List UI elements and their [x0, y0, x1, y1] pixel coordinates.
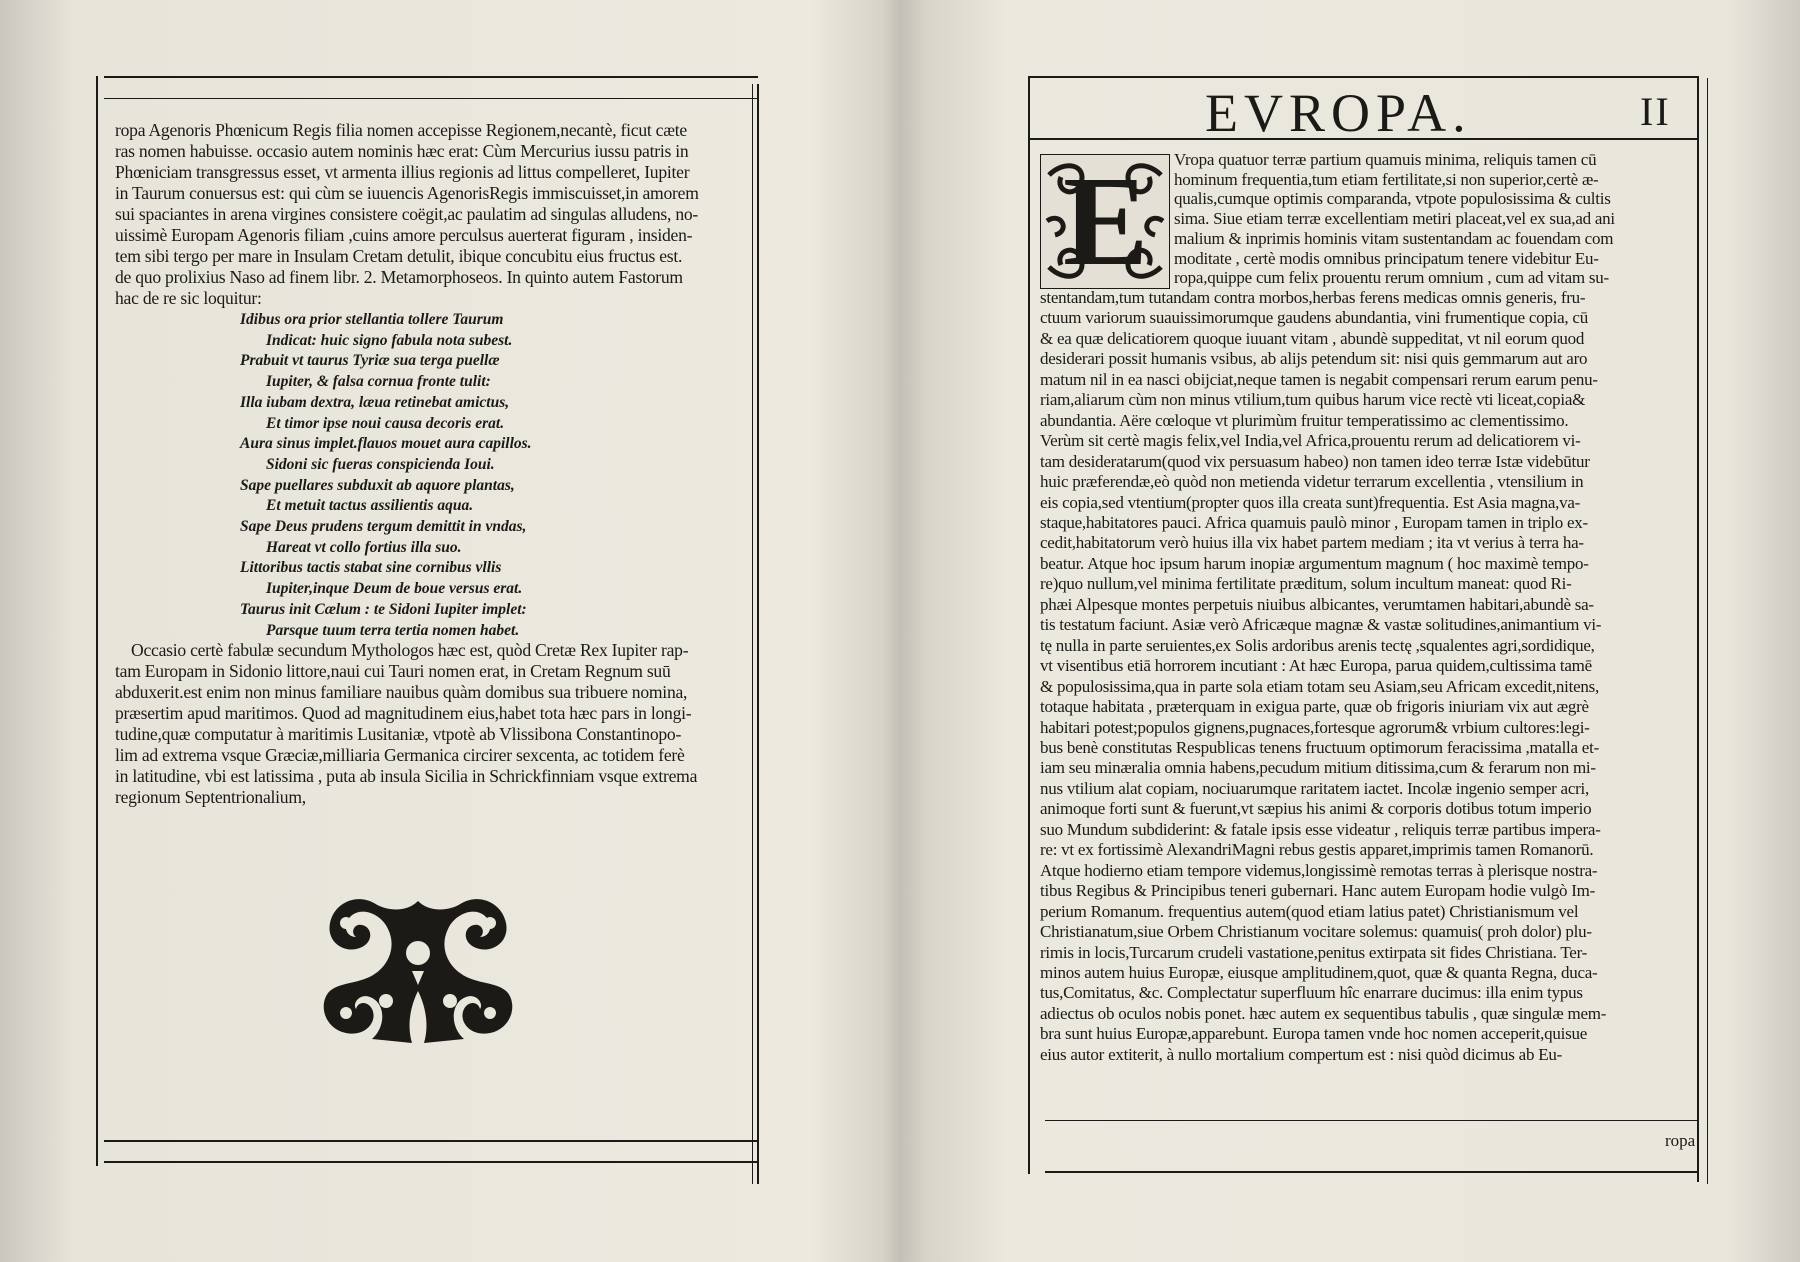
text-line: abduxerit.est enim non minus familiare nauibus quàm domibus sua tribuere nomina, — [115, 682, 688, 702]
text-line: cedit,habitatorum verò huius illa vix habet partem mediam ; ita vt verius à terra ha- — [1040, 533, 1584, 553]
text-line: habitari potest;populos gignens,pugnaces,fortesque agrorum& vrbium cultores:legi- — [1040, 717, 1590, 737]
text-line: tis testatum faciunt. Asiæ verò Africæque magnæ & vastæ solitudines,animantium vi- — [1040, 615, 1602, 635]
text-line: minos autem huius Europæ, eiusque amplitudinem,quot, quæ & quanta Regna, duca- — [1040, 962, 1598, 982]
right-border-bottom-outer — [1045, 1171, 1697, 1173]
text-line: Occasio certè fabulæ secundum Mythologos hæc est, quòd Cretæ Rex Iupiter rap- — [131, 640, 689, 660]
text-line: riam,aliarum cùm non minus vtilium,tum quibus harum vice rectè vti liceat,copia& — [1040, 390, 1586, 410]
text-line: bra sunt huius Europæ,apparebunt. Europa tamen vnde hoc nomen acceperit,quisue — [1040, 1024, 1587, 1044]
text-line: tam desideratarum(quod vix persuasum habeo) non tamen ideo terræ Istæ videbūtur — [1040, 451, 1590, 471]
verse-line: Sape puellares subduxit ab aquore plantas, — [240, 476, 515, 494]
right-border-bottom — [1045, 1120, 1697, 1121]
verse-line: Iupiter,inque Deum de boue versus erat. — [266, 580, 523, 598]
verse-line: Parsque tuum terra tertia nomen habet. — [266, 621, 520, 639]
text-line: tam Europam in Sidonio littore,naui cui Tauri nomen erat, in Cretam Regnum suū — [115, 661, 671, 681]
text-line: bus benè constitutas Respublicas tenens fructuum optimorum feracissima ,matalla et- — [1040, 737, 1599, 757]
right-border-left — [1028, 76, 1030, 1174]
verse-line: Sidoni sic fueras conspicienda Ioui. — [266, 455, 495, 473]
text-line: totaque habitata , præterquam in exigua parte, quæ ob frigoris iniuriam vix aut ægrè — [1040, 697, 1589, 717]
text-line: stentandam,tum tutandam contra morbos,herbas ferens medicas omnis generis, fru- — [1040, 288, 1586, 307]
text-line: de quo prolixius Naso ad finem libr. 2. Metamorphoseos. In quinto autem Fastorum — [115, 267, 683, 287]
verse-line: Taurus init Cælum : te Sidoni Iupiter implet: — [240, 600, 527, 618]
text-line: phæi Alpesque montes perpetuis niuibus albicantes, verumtamen habitari,abundè sa- — [1040, 594, 1594, 614]
verse-line: Et metuit tactus assilientis aqua. — [266, 497, 474, 515]
text-line: tudine,quæ computatur à maritimis Lusitaniæ, vtpotè ab Vlissibona Constantinopo- — [115, 724, 682, 744]
text-line: beatur. Atque hoc ipsum harum inopiæ argumentum magnum ( hoc maximè tempo- — [1040, 553, 1589, 573]
text-line: iam seu minæralia omnia habens,pecudum mitium ditissima,cum & ferarum non mi- — [1040, 758, 1596, 778]
verse-line: Aura sinus implet.flauos mouet aura capillos. — [240, 435, 532, 453]
text-line: perium Romanum. frequentius autem(quod etiam latius patet) Christianismum vel — [1040, 901, 1579, 921]
text-line: hominum frequentia,tum etiam fertilitate,si non superior,certè æ- — [1174, 169, 1599, 189]
text-line: moditate , certè modis omnibus principatum tenere videbitur Eu- — [1174, 248, 1599, 268]
verse-line: Et timor ipse noui causa decoris erat. — [266, 414, 505, 432]
text-line: ctuum variorum suauissimorumque gaudens abundantia, vini frumentique copia, cū — [1040, 308, 1588, 328]
text-line: ropa Agenoris Phœnicum Regis filia nomen accepisse Regionem,necantè, ficut cæte — [115, 120, 687, 140]
text-line: qualis,cumque optimis comparanda, vtpote populosissima & cultis — [1174, 189, 1611, 209]
text-line: eius autor extiterit, à nullo mortalium compertum est : nisi quòd dicimus ab Eu- — [1040, 1044, 1563, 1064]
text-line: regionum Septentrionalium, — [115, 787, 306, 807]
verse-line: Indicat: huic signo fabula nota subest. — [266, 331, 513, 349]
text-line: lim ad extrema vsque Græciæ,milliaria Germanica circirer sexcenta, ac totidem ferè — [115, 745, 685, 765]
running-title: EVROPA. — [1205, 83, 1472, 143]
text-line: nus vtilium alat copiam, nociuarumque raritatem iactet. Incolæ ingenio semper acri, — [1040, 778, 1590, 798]
text-line: Vropa quatuor terræ partium quamuis minima, reliquis tamen cū — [1174, 150, 1597, 169]
text-line: matum nil in ea nasci obijciat,neque tamen is negabit compensari rerum earum penu- — [1040, 369, 1598, 389]
text-line: Verùm sit certè magis felix,vel India,vel Africa,prouentu rerum ad delicatiorem vi- — [1040, 431, 1581, 451]
text-line: sui spaciantes in arena virgines consistere coëgit,ac paulatim ad singulas alludens, no- — [115, 204, 699, 224]
text-line: rimis in locis,Turcarum crudeli vastatione,penitus extirpata sit fides Christiana. Ter- — [1040, 942, 1588, 962]
verse-line: Sape Deus prudens tergum demittit in vndas, — [240, 518, 527, 536]
verse-line: Iupiter, & falsa cornua fronte tulit: — [266, 373, 491, 391]
verse-line: Illa iubam dextra, læua retinebat amictus, — [240, 393, 510, 411]
text-line: Christianatum,siue Orbem Christianum vocitare solemus: quamuis( proh dolor) plu- — [1040, 922, 1592, 942]
text-line: hac de re sic loquitur: — [115, 288, 262, 308]
dropcap-letter: E — [1063, 150, 1149, 292]
text-line: ras nomen habuisse. occasio autem nominis hæc erat: Cùm Mercurius iussu patris in — [115, 141, 689, 161]
text-line: tem sibi tergo per mare in Insulam Cretam detulit, ibique concubitu eius fructus est. — [115, 246, 683, 266]
text-line: tibus Regibus & Principibus teneri gubernari. Hanc autem Europam hodie vulgò Im- — [1040, 881, 1596, 901]
text-line: malium & inprimis hominis vitam sustentandam ac fouendam com — [1174, 228, 1614, 248]
catchword: ropa — [1665, 1131, 1696, 1150]
text-line: ropa,quippe cum felix prouentu rerum omnium , cum ad vitam su- — [1174, 268, 1609, 288]
text-line: staque,habitatores pauci. Africa quamuis paulò minor , Europam tamen in triplo ex- — [1040, 512, 1588, 532]
right-border-right-outer — [1707, 78, 1708, 1184]
text-line: vt visentibus etiā horrorem incutiant : At hæc Europa, parua quidem,cultissima tamē — [1040, 656, 1592, 676]
right-border-right — [1697, 76, 1699, 1182]
ornate-initial-icon — [1040, 150, 1170, 292]
page-number: II — [1640, 89, 1671, 134]
verse-line: Idibus ora prior stellantia tollere Taurum — [240, 311, 504, 328]
verse-line: Prabuit vt taurus Tyriæ sua terga puellæ — [240, 352, 500, 370]
right-indented-text — [1174, 150, 1680, 288]
text-line: Phœniciam transgressus esset, vt armenta illius regionis ad littus compelleret, Iupiter — [115, 162, 690, 182]
text-line: huic præferendæ,eò quòd non metienda videtur terrarum excellentia , vtensilium in — [1040, 472, 1584, 492]
text-line: in latitudine, vbi est latissima , puta ab insula Sicilia in Schrickfinniam vsque extrema — [115, 766, 698, 786]
text-line: abundantia. Aëre cœloque vt plurimùm fruitur temperatissimo ac clementissimo. — [1040, 410, 1569, 430]
text-line: animoque forti sunt & fuerunt,vt sæpius his animi & corporis dotibus totum imperio — [1040, 799, 1592, 819]
text-line: in Taurum conuersus est: qui cùm se iuuencis AgenorisRegis immiscuisset,in amorem — [115, 183, 699, 203]
text-line: & populosissima,qua in parte sola etiam totam seu Asiam,seu Africam excedit,nitens, — [1040, 676, 1600, 696]
text-line: suo Mundum subdiderint: & fatale ipsis esse videatur , reliquis terræ partibus impera- — [1040, 819, 1601, 839]
text-line: Atque hodierno etiam tempore videmus,longissimè remotas terras à plerisque nostra- — [1040, 860, 1598, 880]
text-line: re: vt ex fortissimè AlexandriMagni rebus gestis apparet,imprimis tamen Romanorū. — [1040, 840, 1594, 860]
text-line: desiderari possit humanis vsibus, ab alijs petendum sit: nisi quis gemmarum aut aro — [1040, 349, 1588, 369]
verse-line: Hareat vt collo fortius illa suo. — [266, 538, 462, 556]
verse-line: Littoribus tactis stabat sine cornibus vllis — [240, 559, 502, 577]
text-line: adiectus ob oculos nobis ponet. hæc autem ex sequentibus tabulis , quæ singulæ mem- — [1040, 1003, 1607, 1023]
text-line: uissimè Europam Agenoris filiam ,cuins amore perculsus auerterat figuram , insiden- — [115, 225, 693, 245]
text-line: eis copia,sed vtentium(propter quos illa creata sunt)frequentia. Est Asia magna,va- — [1040, 492, 1581, 512]
right-body-text — [1040, 288, 1690, 1065]
text-line: re)quo nullum,vel minima fertilitate præditum, solum incultum maneat: quod Ri- — [1040, 574, 1572, 594]
right-border-top — [1028, 76, 1698, 78]
text-line: sima. Siue etiam terræ excellentiam metiri placeat,vel ex sua,ad ani — [1174, 209, 1615, 229]
text-line: tę nulla in parte seruientes,ex Solis ardoribus arenis tectę ,squalentes agri,sordidique, — [1040, 635, 1595, 655]
text-line: tus,Comitatus, &c. Complectatur superfluum hîc enarrare ducimus: illa enim typus — [1040, 983, 1583, 1003]
text-line: & ea quæ delicatiorem quoque iuuant vitam , abundè suppeditat, vt nil eorum quod — [1040, 328, 1585, 348]
text-line: præsertim apud maritimos. Quod ad magnitudinem eius,habet tota hæc pars in longi- — [115, 703, 692, 723]
